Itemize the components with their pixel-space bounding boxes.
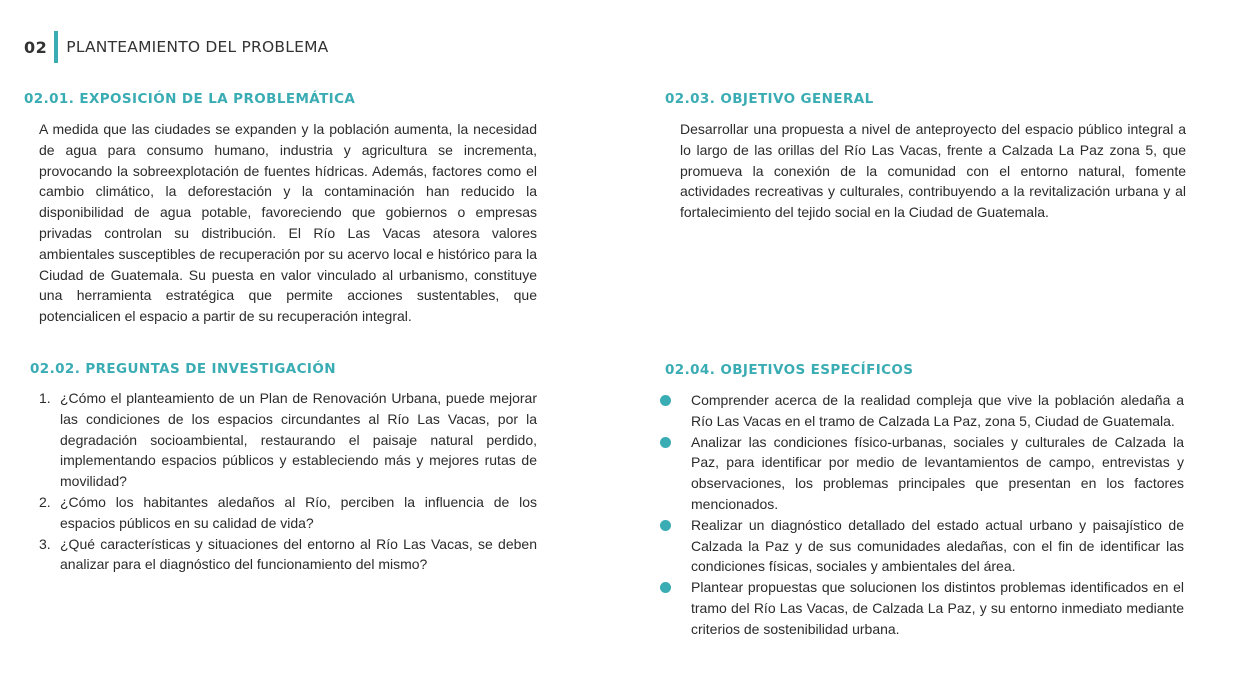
item-number: 1. (39, 390, 51, 406)
item-text: Plantear propuestas que solucionen los distintos problemas identificados en el tramo del Río Las Vacas, de Calzada La Paz, y su entorno inmediato mediante criterios de sostenibilidad urbana. (691, 579, 1184, 637)
item-text: ¿Cómo el planteamiento de un Plan de Renovación Urbana, puede mejorar las condiciones de los espacios circundantes al Río Las Vacas, por la degradación socioambiental, restaurando el paisaje natural perdido, implementando espacios públicos y estableciendo más y mejores rutas de movilidad? (60, 390, 537, 490)
list-item (660, 390, 1184, 432)
bullet-dot-icon (660, 582, 671, 593)
item-text: Analizar las condiciones físico-urbanas, sociales y culturales de Calzada la Paz, para identificar por medio de levantamientos de campo, entrevistas y observaciones, los problemas principales que presentan en los factores mencionados. (691, 433, 1184, 512)
page-title: PLANTEAMIENTO DEL PROBLEMA (66, 38, 329, 56)
preguntas-heading: 02.02. PREGUNTAS DE INVESTIGACIÓN (30, 361, 336, 377)
item-text: Realizar un diagnóstico detallado del estado actual urbano y paisajístico de Calzada la Paz y de sus comunidades aledañas, con el fin de identificar las condiciones físicas, sociales y ambientales del área. (691, 516, 1184, 575)
item-text: ¿Cómo los habitantes aledaños al Río, perciben la influencia de los espacios públicos en su calidad de vida? (60, 493, 537, 531)
bullet-dot-icon (660, 520, 671, 531)
item-number: 3. (39, 535, 51, 552)
objetivo-general-paragraph: Desarrollar una propuesta a nivel de anteproyecto del espacio público integral a lo largo de las orillas del Río Las Vacas, frente a Calzada La Paz zona 5, que promueva la conexión de la comunidad con el entorno natural, fomente actividades recreativas y culturales, contribuyendo a la revitalización urbana y al fortalecimiento del tejido social en la Ciudad de Guatemala. (680, 121, 1186, 221)
bullet-dot-icon (660, 395, 671, 406)
list-item (660, 515, 1184, 577)
list-item (660, 577, 1184, 639)
objetivos-list (660, 390, 1184, 640)
objetivo-general-heading: 02.03. OBJETIVO GENERAL (665, 91, 874, 107)
section-number: 02 (24, 37, 48, 57)
list-item (39, 534, 537, 576)
objetivos-especificos-heading: 02.04. OBJETIVOS ESPECÍFICOS (665, 362, 914, 378)
list-item (39, 492, 537, 534)
accent-bar (54, 31, 58, 63)
item-text: ¿Qué características y situaciones del entorno al Río Las Vacas, se deben analizar para el diagnóstico del funcionamiento del mismo? (60, 535, 537, 573)
section-header (24, 31, 328, 63)
item-number: 2. (39, 493, 51, 510)
preguntas-list (39, 388, 537, 575)
list-item (660, 432, 1184, 515)
bullet-dot-icon (660, 437, 671, 448)
exposicion-heading: 02.01. EXPOSICIÓN DE LA PROBLEMÁTICA (24, 91, 356, 107)
list-item (39, 388, 537, 492)
item-text: Comprender acerca de la realidad compleja que vive la población aledaña a Río Las Vacas en el tramo de Calzada La Paz, zona 5, Ciudad de Guatemala. (691, 392, 1184, 429)
exposicion-paragraph: A medida que las ciudades se expanden y la población aumenta, la necesidad de agua para consumo humano, industria y agricultura se incrementa, provocando la sobreexplotación de fuentes hídricas. Además, factores como el cambio climático, la deforestación y la contaminación han reducido la disponibilidad de agua potable, favoreciendo que gobiernos o empresas privadas controlan su distribución. El Río Las Vacas atesora valores ambientales susceptibles de recuperación por su acervo local e histórico para la Ciudad de Guatemala. Su puesta en valor vinculado al urbanismo, constituye una herramienta estratégica que permite acciones sustentables, que potencialicen el espacio a partir de su recuperación integral. (39, 121, 537, 325)
